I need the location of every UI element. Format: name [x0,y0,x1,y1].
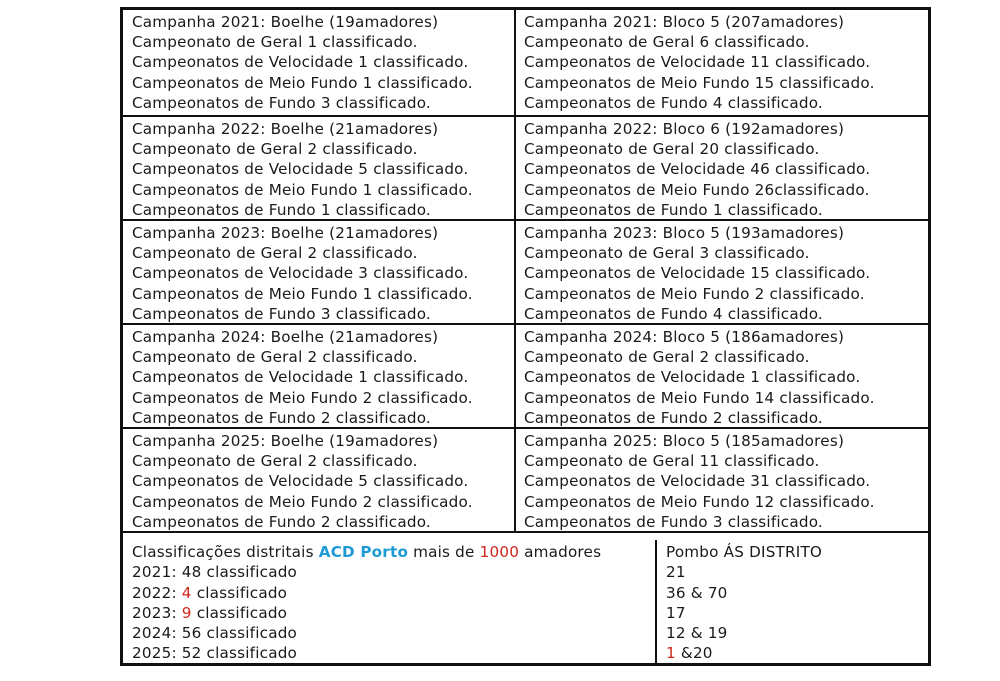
campaign-row [123,10,928,117]
campaign-result: Campeonatos de Velocidade 3 classificado. [132,264,469,283]
campaign-result: Campeonatos de Meio Fundo 2 classificado. [132,388,473,407]
district-lines [132,562,655,663]
boelhe-cell [123,221,516,323]
district-line-pre: 2023: [132,603,182,622]
bloco-cell [516,325,928,427]
campaign-result: Campeonatos de Meio Fundo 12 classificado. [524,492,875,511]
campaign-title: Campanha 2025: Bloco 5 (185amadores) [524,432,845,450]
boelhe-cell [123,429,516,531]
district-line-pre: 2025: [132,644,182,663]
campaign-result: Campeonato de Geral 6 classificado. [524,33,810,52]
district-line [132,603,655,623]
campaign-result: Campeonatos de Meio Fundo 26classificado. [524,180,870,199]
campaign-result: Campeonatos de Velocidade 31 classificado. [524,472,871,491]
campaign-result: Campeonatos de Fundo 4 classificado. [524,304,823,323]
campaign-result: Campeonato de Geral 2 classificado. [524,348,810,367]
campaign-result: Campeonato de Geral 11 classificado. [524,452,820,471]
district-line-num: 4 [181,583,192,602]
campaign-row [123,117,928,221]
results-table [120,7,931,666]
campaign-result: Campeonatos de Fundo 3 classificado. [132,304,431,323]
boelhe-cell [123,117,516,219]
district-header [132,542,655,562]
pombo-line-text: 21 [666,563,686,582]
boelhe-cell [123,325,516,427]
campaign-row [123,429,928,533]
pombo-line [666,562,928,582]
campaign-title: Campanha 2021: Boelhe (19amadores) [132,13,439,31]
campaign-result: Campeonatos de Meio Fundo 1 classificado. [132,180,473,199]
district-line [132,623,655,643]
district-count: 1000 [479,543,520,561]
campaign-result: Campeonatos de Velocidade 15 classificado. [524,264,871,283]
campaign-title: Campanha 2023: Bloco 5 (193amadores) [524,224,845,242]
campaign-result: Campeonatos de Velocidade 1 classificado. [524,368,861,387]
campaign-result: Campeonato de Geral 3 classificado. [524,244,810,263]
district-line-post: classificado [201,624,298,643]
campaign-result: Campeonatos de Meio Fundo 15 classificado. [524,73,875,92]
campaign-result: Campeonatos de Fundo 2 classificado. [524,408,823,427]
pombo-line [666,643,928,663]
pombo-header: Pombo ÁS DISTRITO [666,543,823,561]
district-line-post: classificado [201,563,298,582]
bloco-cell [516,429,928,531]
district-line-num: 56 [181,624,202,643]
pombo-line [666,583,928,603]
boelhe-cell [123,10,516,115]
campaign-result: Campeonato de Geral 20 classificado. [524,140,820,159]
campaign-result: Campeonatos de Velocidade 11 classificado. [524,53,871,72]
pombo-as-distrito [657,540,928,663]
campaign-result: Campeonatos de Meio Fundo 14 classificado. [524,388,875,407]
campaign-title: Campanha 2025: Boelhe (19amadores) [132,432,439,450]
campaign-result: Campeonatos de Fundo 1 classificado. [524,200,823,219]
campaign-result: Campeonatos de Velocidade 5 classificado. [132,472,469,491]
district-line-post: classificado [191,603,288,622]
district-header-mid: mais de [408,543,480,561]
district-line [132,583,655,603]
district-line-post: classificado [201,644,298,663]
pombo-line [666,623,928,643]
bloco-cell [516,10,928,115]
pombo-line-text: &20 [675,644,713,663]
district-line-pre: 2022: [132,583,182,602]
district-line-num: 9 [181,603,192,622]
campaign-result: Campeonato de Geral 2 classificado. [132,452,418,471]
pombo-lines [666,562,928,663]
district-header-suffix: amadores [519,543,602,561]
campaign-title: Campanha 2024: Boelhe (21amadores) [132,328,439,346]
campaign-result: Campeonato de Geral 2 classificado. [132,244,418,263]
campaign-result: Campeonatos de Fundo 1 classificado. [132,200,431,219]
campaign-result: Campeonato de Geral 1 classificado. [132,33,418,52]
pombo-line-text: 17 [666,603,686,622]
campaign-title: Campanha 2022: Boelhe (21amadores) [132,120,439,138]
campaign-result: Campeonato de Geral 2 classificado. [132,140,418,159]
bloco-cell [516,117,928,219]
district-line-num: 48 [181,563,202,582]
bloco-cell [516,221,928,323]
campaign-result: Campeonatos de Meio Fundo 2 classificado. [132,492,473,511]
district-line-num: 52 [181,644,202,663]
campaign-row [123,325,928,429]
campaign-result: Campeonatos de Fundo 2 classificado. [132,408,431,427]
campaign-result: Campeonatos de Fundo 4 classificado. [524,93,823,112]
pombo-line-highlight: 1 [666,644,676,663]
campaign-result: Campeonatos de Fundo 2 classificado. [132,512,431,531]
district-org: ACD Porto [318,543,409,561]
campaign-result: Campeonatos de Velocidade 46 classificado. [524,160,871,179]
pombo-line [666,603,928,623]
campaign-result: Campeonatos de Velocidade 5 classificado. [132,160,469,179]
campaign-result: Campeonatos de Meio Fundo 2 classificado. [524,284,865,303]
district-line [132,562,655,582]
district-line-post: classificado [191,583,288,602]
campaign-title: Campanha 2022: Bloco 6 (192amadores) [524,120,845,138]
district-line-pre: 2021: [132,563,182,582]
campaign-title: Campanha 2023: Boelhe (21amadores) [132,224,439,242]
district-line [132,643,655,663]
campaign-result: Campeonatos de Fundo 3 classificado. [524,512,823,531]
campaign-result: Campeonatos de Velocidade 1 classificado. [132,368,469,387]
district-classifications [123,540,657,663]
campaign-row [123,221,928,325]
campaign-title: Campanha 2024: Bloco 5 (186amadores) [524,328,845,346]
campaign-result: Campeonatos de Meio Fundo 1 classificado. [132,284,473,303]
campaign-result: Campeonatos de Fundo 3 classificado. [132,93,431,112]
pombo-line-text: 12 & 19 [666,624,728,643]
district-header-prefix: Classificações distritais [132,543,319,561]
district-section [123,540,928,663]
campaign-result: Campeonatos de Velocidade 1 classificado. [132,53,469,72]
pombo-line-text: 36 & 70 [666,583,728,602]
district-line-pre: 2024: [132,624,182,643]
campaign-grid [123,10,928,533]
campaign-title: Campanha 2021: Bloco 5 (207amadores) [524,13,845,31]
campaign-result: Campeonato de Geral 2 classificado. [132,348,418,367]
campaign-result: Campeonatos de Meio Fundo 1 classificado. [132,73,473,92]
